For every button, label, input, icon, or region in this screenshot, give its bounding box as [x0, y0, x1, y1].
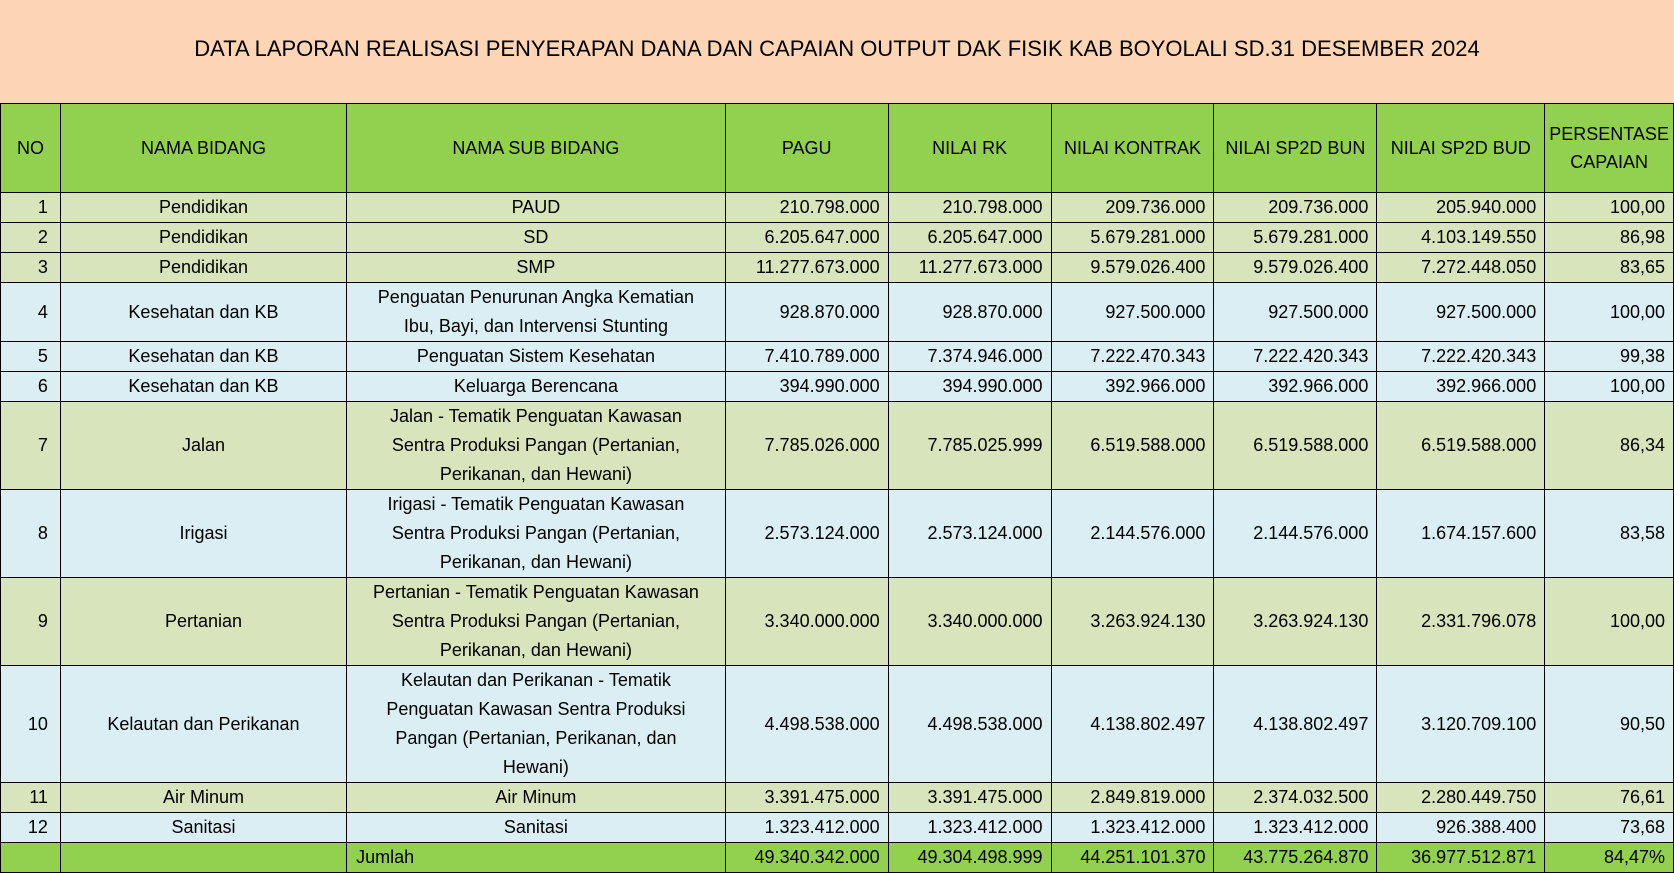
row-nilai-sp2d-bud: 7.222.420.343 — [1377, 342, 1545, 372]
row-nilai-kontrak: 392.966.000 — [1051, 372, 1214, 402]
row-no: 8 — [1, 490, 61, 578]
row-nilai-sp2d-bud: 1.674.157.600 — [1377, 490, 1545, 578]
sub-bidang-line: Ibu, Bayi, dan Intervensi Stunting — [403, 316, 668, 336]
row-persentase: 100,00 — [1545, 283, 1674, 342]
row-nama-sub-bidang — [347, 372, 726, 402]
row-nilai-rk: 3.391.475.000 — [888, 783, 1051, 813]
row-persentase: 90,50 — [1545, 666, 1674, 783]
row-nama-sub-bidang — [347, 813, 726, 843]
sub-bidang-line: Sentra Produksi Pangan (Pertanian, — [391, 435, 681, 455]
row-nilai-kontrak: 209.736.000 — [1051, 193, 1214, 223]
row-nilai-rk: 394.990.000 — [888, 372, 1051, 402]
total-nilai-sp2d-bun: 43.775.264.870 — [1214, 843, 1377, 873]
row-persentase: 76,61 — [1545, 783, 1674, 813]
row-nama-bidang: Pendidikan — [60, 253, 346, 283]
row-nama-bidang: Kesehatan dan KB — [60, 283, 346, 342]
sub-bidang-line: Pangan (Pertanian, Perikanan, dan — [395, 728, 677, 748]
header-nilai-rk: NILAI RK — [888, 104, 1051, 193]
row-nilai-sp2d-bun: 2.374.032.500 — [1214, 783, 1377, 813]
row-nilai-sp2d-bun: 6.519.588.000 — [1214, 402, 1377, 490]
row-nama-sub-bidang — [347, 578, 726, 666]
header-row — [1, 104, 1674, 193]
row-pagu: 4.498.538.000 — [725, 666, 888, 783]
sub-bidang-line: Penguatan Sistem Kesehatan — [416, 346, 655, 366]
row-nama-bidang: Kesehatan dan KB — [60, 372, 346, 402]
table-row — [1, 223, 1674, 253]
row-nama-sub-bidang — [347, 223, 726, 253]
sub-bidang-line: SD — [523, 227, 549, 247]
header-nama-bidang: NAMA BIDANG — [60, 104, 346, 193]
row-nama-bidang: Pertanian — [60, 578, 346, 666]
row-nama-bidang: Pendidikan — [60, 223, 346, 253]
row-no: 10 — [1, 666, 61, 783]
row-nilai-kontrak: 3.263.924.130 — [1051, 578, 1214, 666]
sub-bidang-line: Sanitasi — [503, 817, 568, 837]
sub-bidang-line: Perikanan, dan Hewani) — [439, 552, 632, 572]
row-nilai-sp2d-bun: 7.222.420.343 — [1214, 342, 1377, 372]
row-nilai-sp2d-bud: 6.519.588.000 — [1377, 402, 1545, 490]
row-nilai-rk: 7.374.946.000 — [888, 342, 1051, 372]
sub-bidang-line: Air Minum — [495, 787, 577, 807]
row-nilai-sp2d-bud: 2.280.449.750 — [1377, 783, 1545, 813]
total-pagu: 49.340.342.000 — [725, 843, 888, 873]
row-nama-bidang: Kelautan dan Perikanan — [60, 666, 346, 783]
row-persentase: 83,58 — [1545, 490, 1674, 578]
row-nama-sub-bidang — [347, 253, 726, 283]
sub-bidang-line: Penguatan Kawasan Sentra Produksi — [386, 699, 686, 719]
sub-bidang-line: Perikanan, dan Hewani) — [439, 640, 632, 660]
sub-bidang-line: Keluarga Berencana — [453, 376, 618, 396]
row-no: 6 — [1, 372, 61, 402]
row-no: 7 — [1, 402, 61, 490]
row-pagu: 928.870.000 — [725, 283, 888, 342]
row-pagu: 11.277.673.000 — [725, 253, 888, 283]
row-nilai-kontrak: 1.323.412.000 — [1051, 813, 1214, 843]
row-nama-bidang: Irigasi — [60, 490, 346, 578]
row-nilai-sp2d-bud: 4.103.149.550 — [1377, 223, 1545, 253]
header-nama-sub-bidang: NAMA SUB BIDANG — [347, 104, 726, 193]
row-no: 3 — [1, 253, 61, 283]
row-persentase: 100,00 — [1545, 578, 1674, 666]
row-pagu: 7.410.789.000 — [725, 342, 888, 372]
sub-bidang-line: Sentra Produksi Pangan (Pertanian, — [391, 523, 681, 543]
row-persentase: 99,38 — [1545, 342, 1674, 372]
row-pagu: 1.323.412.000 — [725, 813, 888, 843]
sub-bidang-line: Pertanian - Tematik Penguatan Kawasan — [372, 582, 699, 602]
header-nilai-sp2d-bud: NILAI SP2D BUD — [1377, 104, 1545, 193]
row-nilai-sp2d-bun: 3.263.924.130 — [1214, 578, 1377, 666]
row-nama-sub-bidang — [347, 283, 726, 342]
row-persentase: 100,00 — [1545, 372, 1674, 402]
total-label: Jumlah — [347, 843, 726, 873]
table-row — [1, 372, 1674, 402]
row-nilai-sp2d-bud: 2.331.796.078 — [1377, 578, 1545, 666]
row-nama-bidang: Pendidikan — [60, 193, 346, 223]
row-nama-sub-bidang — [347, 342, 726, 372]
sub-bidang-line: Perikanan, dan Hewani) — [439, 464, 632, 484]
total-persentase: 84,47% — [1545, 843, 1674, 873]
row-nilai-kontrak: 7.222.470.343 — [1051, 342, 1214, 372]
row-nilai-kontrak: 6.519.588.000 — [1051, 402, 1214, 490]
row-persentase: 100,00 — [1545, 193, 1674, 223]
row-nama-sub-bidang — [347, 402, 726, 490]
header-no: NO — [1, 104, 61, 193]
row-no: 9 — [1, 578, 61, 666]
row-nama-bidang: Kesehatan dan KB — [60, 342, 346, 372]
table-row — [1, 253, 1674, 283]
row-nilai-sp2d-bud: 392.966.000 — [1377, 372, 1545, 402]
row-nilai-rk: 1.323.412.000 — [888, 813, 1051, 843]
row-nilai-kontrak: 5.679.281.000 — [1051, 223, 1214, 253]
row-nilai-rk: 11.277.673.000 — [888, 253, 1051, 283]
header-nilai-sp2d-bun: NILAI SP2D BUN — [1214, 104, 1377, 193]
sub-bidang-line: SMP — [516, 257, 556, 277]
table-row — [1, 342, 1674, 372]
table-row — [1, 783, 1674, 813]
row-nilai-sp2d-bud: 3.120.709.100 — [1377, 666, 1545, 783]
row-nilai-sp2d-bud: 927.500.000 — [1377, 283, 1545, 342]
row-no: 11 — [1, 783, 61, 813]
table-body — [1, 193, 1674, 843]
row-persentase: 83,65 — [1545, 253, 1674, 283]
header-persentase-line2: CAPAIAN — [1570, 152, 1648, 172]
row-nilai-sp2d-bud: 7.272.448.050 — [1377, 253, 1545, 283]
row-nilai-rk: 6.205.647.000 — [888, 223, 1051, 253]
row-nilai-kontrak: 9.579.026.400 — [1051, 253, 1214, 283]
table-row — [1, 813, 1674, 843]
report-table — [0, 103, 1674, 873]
row-pagu: 6.205.647.000 — [725, 223, 888, 253]
row-pagu: 7.785.026.000 — [725, 402, 888, 490]
table-row — [1, 490, 1674, 578]
row-no: 5 — [1, 342, 61, 372]
row-nilai-sp2d-bud: 926.388.400 — [1377, 813, 1545, 843]
row-nilai-sp2d-bun: 2.144.576.000 — [1214, 490, 1377, 578]
row-no: 4 — [1, 283, 61, 342]
row-pagu: 3.391.475.000 — [725, 783, 888, 813]
row-persentase: 86,34 — [1545, 402, 1674, 490]
header-persentase-line1: PERSENTASE — [1549, 124, 1669, 144]
sub-bidang-line: Penguatan Penurunan Angka Kematian — [377, 287, 695, 307]
row-persentase: 73,68 — [1545, 813, 1674, 843]
row-pagu: 394.990.000 — [725, 372, 888, 402]
row-nilai-rk: 210.798.000 — [888, 193, 1051, 223]
row-nilai-sp2d-bun: 5.679.281.000 — [1214, 223, 1377, 253]
table-row — [1, 193, 1674, 223]
row-nilai-rk: 928.870.000 — [888, 283, 1051, 342]
row-nilai-sp2d-bud: 205.940.000 — [1377, 193, 1545, 223]
row-nama-bidang: Jalan — [60, 402, 346, 490]
table-row — [1, 578, 1674, 666]
table-row — [1, 402, 1674, 490]
total-nilai-kontrak: 44.251.101.370 — [1051, 843, 1214, 873]
row-nilai-sp2d-bun: 1.323.412.000 — [1214, 813, 1377, 843]
row-nilai-kontrak: 927.500.000 — [1051, 283, 1214, 342]
row-nama-sub-bidang — [347, 193, 726, 223]
row-nilai-sp2d-bun: 4.138.802.497 — [1214, 666, 1377, 783]
row-nilai-sp2d-bun: 9.579.026.400 — [1214, 253, 1377, 283]
row-no: 2 — [1, 223, 61, 253]
sub-bidang-line: PAUD — [511, 197, 561, 217]
row-nilai-kontrak: 4.138.802.497 — [1051, 666, 1214, 783]
row-nilai-rk: 3.340.000.000 — [888, 578, 1051, 666]
row-nama-bidang: Sanitasi — [60, 813, 346, 843]
row-pagu: 2.573.124.000 — [725, 490, 888, 578]
table-row — [1, 283, 1674, 342]
sub-bidang-line: Jalan - Tematik Penguatan Kawasan — [389, 406, 682, 426]
row-pagu: 210.798.000 — [725, 193, 888, 223]
report-title: DATA LAPORAN REALISASI PENYERAPAN DANA DAN CAPAIAN OUTPUT DAK FISIK KAB BOYOLALI SD.31 DESEMBER 2024 — [194, 35, 1480, 61]
row-nilai-sp2d-bun: 209.736.000 — [1214, 193, 1377, 223]
title-band — [0, 0, 1674, 103]
row-persentase: 86,98 — [1545, 223, 1674, 253]
sub-bidang-line: Kelautan dan Perikanan - Tematik — [401, 670, 671, 690]
sub-bidang-line: Sentra Produksi Pangan (Pertanian, — [391, 611, 681, 631]
row-nama-sub-bidang — [347, 666, 726, 783]
total-nilai-sp2d-bud: 36.977.512.871 — [1377, 843, 1545, 873]
header-persentase-capaian — [1545, 104, 1674, 193]
row-nilai-sp2d-bun: 392.966.000 — [1214, 372, 1377, 402]
total-nilai-rk: 49.304.498.999 — [888, 843, 1051, 873]
table-row — [1, 666, 1674, 783]
sub-bidang-line: Hewani) — [502, 757, 569, 777]
sub-bidang-line: Irigasi - Tematik Penguatan Kawasan — [387, 494, 685, 514]
row-nilai-rk: 2.573.124.000 — [888, 490, 1051, 578]
row-nilai-sp2d-bun: 927.500.000 — [1214, 283, 1377, 342]
row-nilai-rk: 7.785.025.999 — [888, 402, 1051, 490]
row-nilai-kontrak: 2.849.819.000 — [1051, 783, 1214, 813]
row-no: 12 — [1, 813, 61, 843]
header-nilai-kontrak: NILAI KONTRAK — [1051, 104, 1214, 193]
row-nilai-kontrak: 2.144.576.000 — [1051, 490, 1214, 578]
row-no: 1 — [1, 193, 61, 223]
row-pagu: 3.340.000.000 — [725, 578, 888, 666]
row-nama-sub-bidang — [347, 490, 726, 578]
row-nama-sub-bidang — [347, 783, 726, 813]
row-nama-bidang: Air Minum — [60, 783, 346, 813]
row-nilai-rk: 4.498.538.000 — [888, 666, 1051, 783]
header-pagu: PAGU — [725, 104, 888, 193]
